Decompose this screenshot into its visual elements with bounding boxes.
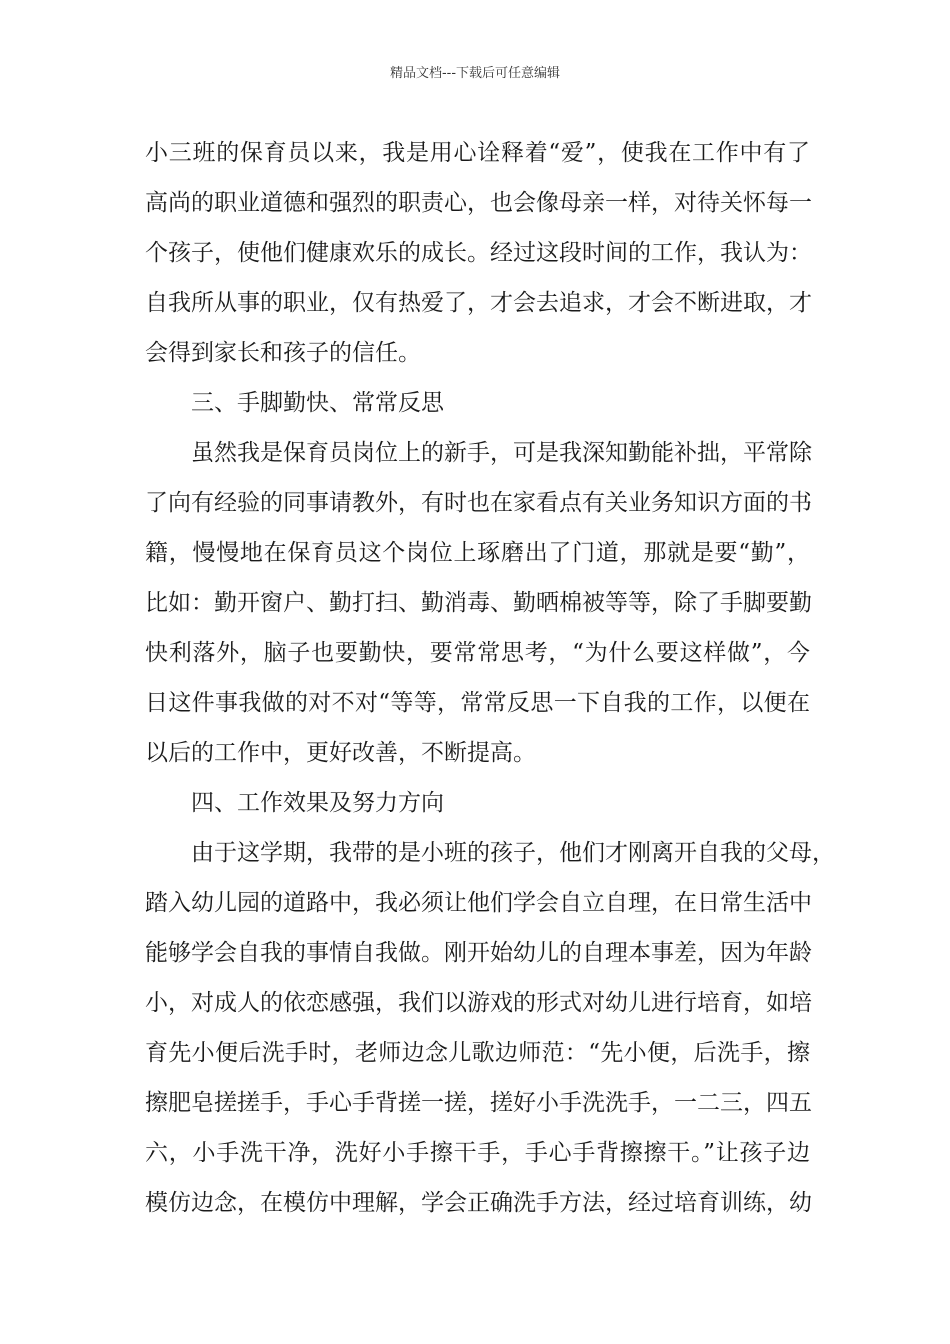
text-line: 小三班的保育员以来，我是用心诠释着“爱”，使我在工作中有了 bbox=[145, 140, 810, 166]
text-line: 踏入幼儿园的道路中，我必须让他们学会自立自理，在日常生活中 bbox=[145, 890, 812, 916]
text-line: 快利落外，脑子也要勤快，要常常思考，“为什么要这样做”，今 bbox=[145, 640, 810, 666]
text-line: 虽然我是保育员岗位上的新手，可是我深知勤能补拙，平常除 bbox=[191, 440, 812, 466]
text-line: 由于这学期，我带的是小班的孩子，他们才刚离开自我的父母， bbox=[191, 840, 835, 866]
text-line: 育先小便后洗手时，老师边念儿歌边师范：“先小便，后洗手，擦 bbox=[145, 1040, 810, 1066]
text-line: 个孩子，使他们健康欢乐的成长。经过这段时间的工作，我认为： bbox=[145, 240, 812, 266]
text-line: 会得到家长和孩子的信任。 bbox=[145, 340, 421, 366]
text-line: 自我所从事的职业，仅有热爱了，才会去追求，才会不断进取，才 bbox=[145, 290, 812, 316]
text-line: 比如：勤开窗户、勤打扫、勤消毒、勤晒棉被等等，除了手脚要勤 bbox=[145, 590, 812, 616]
section-heading: 四、工作效果及努力方向 bbox=[191, 790, 444, 816]
section-heading: 三、手脚勤快、常常反思 bbox=[191, 390, 444, 416]
text-line: 籍，慢慢地在保育员这个岗位上琢磨出了门道，那就是要“勤”， bbox=[145, 540, 810, 566]
text-line: 高尚的职业道德和强烈的职责心，也会像母亲一样，对待关怀每一 bbox=[145, 190, 812, 216]
text-line: 能够学会自我的事情自我做。刚开始幼儿的自理本事差，因为年龄 bbox=[145, 940, 812, 966]
text-line: 了向有经验的同事请教外，有时也在家看点有关业务知识方面的书 bbox=[145, 490, 812, 516]
text-line: 日这件事我做的对不对“等等，常常反思一下自我的工作，以便在 bbox=[145, 690, 810, 716]
document-body bbox=[145, 128, 835, 1228]
text-line: 模仿边念，在模仿中理解，学会正确洗手方法，经过培育训练，幼 bbox=[145, 1190, 812, 1216]
text-line: 小，对成人的依恋感强，我们以游戏的形式对幼儿进行培育，如培 bbox=[145, 990, 812, 1016]
page-header: 精品文档---下载后可任意编辑 bbox=[389, 66, 561, 81]
text-line: 六，小手洗干净，洗好小手擦干手，手心手背擦擦干。”让孩子边 bbox=[145, 1140, 810, 1166]
text-line: 擦肥皂搓搓手，手心手背搓一搓，搓好小手洗洗手，一二三，四五 bbox=[145, 1090, 812, 1116]
text-line: 以后的工作中，更好改善，不断提高。 bbox=[145, 740, 536, 766]
